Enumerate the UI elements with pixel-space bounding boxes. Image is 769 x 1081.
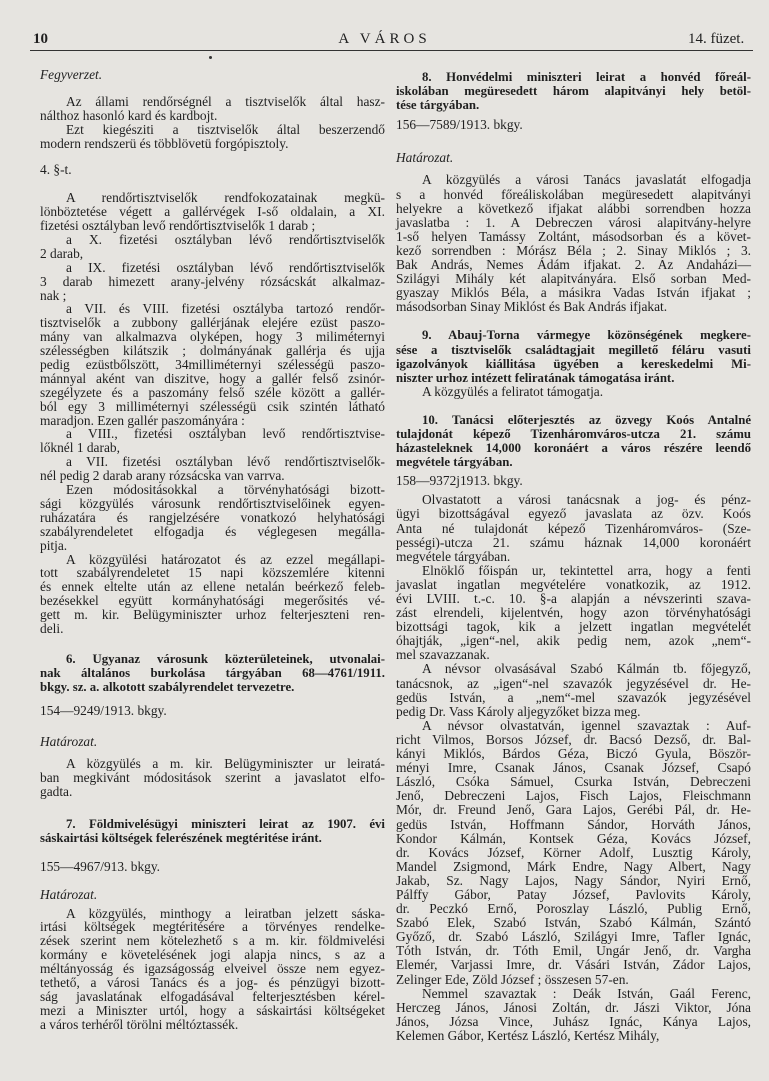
text-line: a VIII., fizetési osztályban levő rendőrtisztvise-: [66, 426, 385, 442]
paragraph: [40, 123, 385, 151]
paragraph: [40, 261, 385, 303]
text-line: fizetési osztályban levő rendőrtisztviselők 1 darab ;: [40, 218, 316, 234]
text-line: tethető, a városi Tanács és a jog- és pénzügyi bizott-: [40, 974, 385, 990]
reference-number: [396, 474, 751, 488]
page-number: 10: [33, 31, 48, 47]
text-line: nálthoz hasonló kard és kardbojt.: [40, 107, 218, 123]
text-line: A rendőrtisztviselők rendfokozatainak megkü-: [66, 190, 385, 206]
text-line: mel szavazzanak.: [396, 647, 490, 663]
text-line: Kondor Kálmán, Kontsek Géza, Kovács József,: [396, 830, 751, 846]
text-line: Mandel Zsigmond, Márk Endre, Nagy Albert, Nagy: [396, 858, 751, 874]
text-line: Tóth István, dr. Tóth Emil, Ungár Jenő, dr. Vargha: [396, 943, 751, 959]
running-title: A VÁROS: [338, 31, 431, 47]
text-line: sése a tisztviselők családtagjait megillető féláru vasuti: [396, 342, 751, 357]
text-line: Győző, dr. Szabó László, Szilágyi Imre, Tafler Ignác,: [396, 929, 751, 945]
text-line: helyekre a következő ifjakat alábbi sorrendben hozza: [396, 200, 751, 216]
text-line: 2 darab,: [40, 245, 84, 261]
text-line: Határozat.: [40, 734, 98, 750]
text-line: a IX. fizetési osztályban lévő rendőrtisztviselők: [66, 259, 385, 275]
text-line: dr. Kovács József, Körner Adolf, Lusztig Károly,: [396, 844, 751, 860]
text-line: igazolványok kiállitása ügyében a kereskedelmi Mi-: [396, 356, 751, 371]
text-line: richt Vilmos, Borsos József, dr. Bacsó Dezső, dr. Bal-: [396, 731, 751, 747]
text-line: Zelinger Ede, Zöld József ; összesen 57-en.: [396, 971, 629, 987]
paragraph: [40, 553, 385, 636]
text-line: tése tárgyában.: [396, 98, 480, 113]
text-line: Herczeg János, Jánosi Zoltán, dr. Jászi Viktor, Jóna: [396, 999, 751, 1015]
reference-number: [40, 860, 385, 874]
text-line: deli.: [40, 620, 64, 636]
paragraph: [396, 493, 751, 563]
text-line: A közgyülés, minthogy a leiratban jelzett sáska-: [66, 905, 385, 921]
text-line: pességi)-utcza 21. számu háznak 14,000 koronáért: [396, 534, 751, 550]
text-line: Olvastatott a városi tanácsnak a jog- és pénz-: [422, 492, 751, 508]
text-line: Ezen módositásokkal a törvényhatósági bizott-: [66, 482, 385, 498]
paragraph: [40, 95, 385, 123]
paragraph: [396, 385, 751, 399]
text-line: ügyi bizottságával egyező javaslata az özv. Koós: [396, 506, 751, 522]
text-line: ruházatára és rangjelzésére vonatkozó helyhatósági: [40, 509, 385, 525]
text-line: László, Csóka Sámuel, Csurka István, Debreczeni: [396, 774, 751, 790]
text-line: nél pedig 2 darab arany rózsácska van varrva.: [40, 468, 285, 484]
text-line: 158—9372j1913. bkgy.: [396, 473, 523, 489]
paragraph: [40, 907, 385, 1032]
left-column: [40, 68, 385, 1032]
text-line: 3 darab himezett arany-jelvény rózsácskát alkalmaz-: [40, 273, 385, 289]
text-line: javaslatba : 1. A Debreczen városi alapitvány-helyre: [396, 214, 751, 230]
text-line: tanácsnok, az „igen“-nel szavazók jegyzésével dr. He-: [396, 675, 751, 691]
text-line: Szilágyi Mihály két alapitványára. Első sorban Med-: [396, 271, 751, 287]
text-line: 6. Ugyanaz városunk közterületeinek, utvonalai-: [66, 651, 385, 666]
text-line: A közgyülés a m. kir. Belügyminiszter ur leiratá-: [66, 756, 385, 772]
text-line: Elemér, Varjassi Imre, dr. Vásári István, Zádor Lajos,: [396, 957, 751, 973]
text-line: A közgyülés a városi Tanács javaslatát elfogadja: [422, 172, 751, 188]
text-line: bizottsági tagok, kik a jelzett ingatlan megvételét: [396, 619, 751, 635]
text-line: modern rendszerü és többlövetü forgópisztoly.: [40, 135, 289, 151]
text-line: 1-ső helyen Tamássy Zoltánt, másodsorban és a követ-: [396, 228, 751, 244]
text-line: Anta né tulajdonát képező Tizenháromváros- (Sze-: [396, 520, 751, 536]
text-line: Szabó Elek, Szabó István, Szabó Kálmán, Szántó: [396, 915, 751, 931]
text-line: nak általános burkolása tárgyában 68—4761/1911.: [40, 665, 385, 680]
paragraph: [40, 455, 385, 483]
agenda-item-title: [396, 328, 751, 384]
paragraph: [40, 427, 385, 455]
text-line: 9. Abauj-Torna vármegye közönségének megkere-: [422, 328, 751, 343]
paragraph: [396, 173, 751, 314]
paragraph: [40, 302, 385, 427]
text-line: irtási költségek megtéritésére a törvényes rendelke-: [40, 919, 385, 935]
text-line: pedig ezüstbőlszött, 34milliméternyi szélességü paszo-: [40, 357, 385, 373]
paragraph: [396, 564, 751, 663]
text-line: ság javaslatának elfogadásával felterjesztésben kérel-: [40, 988, 385, 1004]
print-speck: [209, 56, 212, 59]
text-line: és ennek eltelte után az ellene netalán beérkező feleb-: [40, 579, 385, 595]
text-line: a X. fizetési osztályban lévő rendőrtisztviselők: [66, 232, 385, 248]
text-line: bezésekkel együtt kormányhatósági megerősités vé-: [40, 593, 385, 609]
text-line: dr. Peczkó Ernő, Poroszlay László, Publig Ernő,: [396, 901, 751, 917]
text-line: méltányosság és igazságosság elveivel össze nem egyez-: [40, 961, 385, 977]
section-heading: [40, 68, 385, 82]
text-line: gyaszay Miklós Béla, a másikra Vadas István ifjakat ;: [396, 285, 751, 301]
paragraph: [40, 191, 385, 233]
issue-number: 14. füzet.: [688, 31, 745, 47]
text-line: évi LVIII. t.-c. 10. §-a alapján a névszerinti szava-: [396, 591, 751, 606]
paragraph: [396, 987, 751, 1043]
text-line: 7. Földmivelésügyi miniszteri leirat az 1907. évi: [66, 816, 385, 831]
text-line: s a honvéd főreáliskolában megüresedett alapitványi: [396, 186, 751, 202]
text-line: Határozat.: [396, 150, 454, 166]
paragraph: [40, 483, 385, 552]
text-line: Nemmel szavaztak : Deák István, Gaál Ferenc,: [422, 985, 751, 1001]
text-line: A közgyülési határozatot és az ezzel megállapi-: [66, 551, 385, 567]
text-line: pitja.: [40, 537, 68, 553]
text-line: tisztviselők a zubbony gallérjának elejére ezüst paszo-: [40, 315, 385, 331]
text-line: Bak András, Nemes Ádám ifjakat. 2. Az Andaházi—: [396, 257, 751, 273]
text-line: A névsor olvasásával Szabó Kálmán tb. főjegyző,: [422, 661, 751, 677]
text-line: a város terhéről törölni méltóztassék.: [40, 1016, 239, 1032]
reference-number: [40, 704, 385, 718]
text-line: gadta.: [40, 784, 73, 800]
text-line: mezi a Miniszter urtól, hogy a sáskairtási költségeket: [40, 1002, 385, 1018]
text-line: a VII. fizetési osztályban lévő rendőrtisztviselők-: [66, 454, 385, 470]
text-line: másodsorban Sinay Miklóst és Bak András ifjakat.: [396, 299, 668, 315]
text-line: Kelemen Gábor, Kertész László, Kertész Mihály,: [396, 1027, 660, 1043]
text-line: 155—4967/913. bkgy.: [40, 858, 161, 874]
text-line: sáskairtási költségek felerészének megtéritése iránt.: [40, 830, 322, 845]
text-line: zések szerint nem kötelezhető s a m. kir. földmivelési: [40, 933, 385, 949]
text-line: házasteleknek 14,000 koronáért a város részére leendő: [396, 441, 751, 456]
section-heading: [396, 151, 751, 165]
text-line: lőknél 1 darab,: [40, 440, 120, 456]
text-line: Ezt kiegésziti a tisztviselők által beszerzendő: [66, 121, 385, 137]
text-line: nak ;: [40, 287, 67, 303]
text-line: megvétele tárgyában.: [396, 455, 513, 470]
header-rule: [30, 50, 753, 51]
text-line: mánnyal aként van diszitve, hogy a gallér felső zsinór-: [40, 370, 385, 386]
text-line: szegélyzete és a paszomány felső széle között a gallér-: [40, 384, 385, 400]
section-number: [40, 163, 385, 177]
text-line: zást elrendeli, kijelentvén, hogy azon törvényhatósági: [396, 605, 751, 621]
text-line: Jakab, Sz. Nagy Lajos, Nagy Sándor, Nyiri Ernő,: [396, 872, 751, 888]
agenda-item-title: [396, 413, 751, 469]
text-line: A közgyülés a feliratot támogatja.: [422, 383, 604, 399]
text-line: Pálffy Gábor, Patay József, Pavlovits Károly,: [396, 886, 751, 902]
text-line: javaslat ingatlan megvételére vonatkozik, az 1912.: [396, 576, 751, 592]
text-line: Mór, dr. Freund Jenő, Gara Lajos, Gerébi Pál, dr. He-: [396, 802, 751, 818]
text-line: tulajdonát képező Tizenháromváros-utcza 21. számu: [396, 426, 751, 441]
agenda-item-title: [396, 70, 751, 112]
text-line: szabályrendeletet elfogadja és véglegesen megálla-: [40, 523, 385, 539]
paragraph: [396, 662, 751, 718]
text-line: Jenő, Debreczeni Lajos, Fisch Lajos, Fleischmann: [396, 788, 751, 804]
text-line: 8. Honvédelmi miniszteri leirat a honvéd főreál-: [422, 70, 751, 84]
text-line: gedüs István, Hoffmann Sándor, Horváth János,: [396, 816, 751, 832]
text-line: megvétele tárgyában.: [396, 548, 511, 564]
text-line: pedig Dr. Vass Károly aljegyzőket bizza meg.: [396, 703, 641, 719]
agenda-item-title: [40, 818, 385, 846]
text-line: ból egy 3 milliméternyi szélességü csik szintén látható: [40, 398, 385, 414]
text-line: János, Józsa Vince, Juhász Ignác, Kánya Lajos,: [396, 1013, 751, 1029]
paragraph: [396, 719, 751, 987]
text-line: ményi Imre, Csanak János, Csanak József, Csapó: [396, 760, 751, 776]
text-line: kormány e követelésének jogi alapja nincs, s az a: [40, 947, 385, 963]
text-line: Fegyverzet.: [40, 67, 103, 82]
text-line: A névsor olvastatván, igennel szavaztak : Auf-: [422, 717, 751, 733]
text-line: bkgy. sz. a. alkotott szabályrendelet tervezetre.: [40, 679, 295, 694]
text-line: Határozat.: [40, 886, 98, 902]
text-line: gett m. kir. Belügyminiszter urhoz felterjeszteni ren-: [40, 607, 385, 623]
text-line: gedüs István, a „nem“-mel szavazók jegyzésével: [396, 689, 751, 705]
section-heading: [40, 888, 385, 902]
agenda-item-title: [40, 653, 385, 695]
text-line: 4. §-t.: [40, 162, 72, 178]
text-line: 154—9249/1913. bkgy.: [40, 702, 167, 718]
text-line: szélességben kilátszik ; dolmányának gallérja és ujja: [40, 343, 385, 359]
text-line: lönböztetése végett a gallérvégek I-ső oldalain, a XI.: [40, 204, 385, 220]
right-column: [396, 70, 751, 1043]
text-line: maradjon. Ezen gallér paszományára :: [40, 412, 245, 428]
text-line: a VII. és VIII. fizetési osztályba tartozó rendőr-: [66, 301, 385, 317]
reference-number: [396, 118, 751, 132]
paragraph: [40, 233, 385, 261]
text-line: kányi Miklós, Bárdos Géza, Biczó Gyula, Böször-: [396, 746, 751, 762]
text-line: Elnöklő főispán ur, tekintettel arra, hogy a fenti: [422, 562, 751, 578]
text-line: óhajtják, „igen“-nel, akik pedig nem, azok „nem“-: [396, 633, 751, 649]
text-line: tott szabályrendeletet 15 napi közszemlére kitenni: [40, 565, 385, 581]
section-heading: [40, 735, 385, 749]
text-line: 10. Tanácsi előterjesztés az özvegy Koós Antalné: [422, 412, 751, 427]
text-line: ban megkivánt módositások szerint a javaslatot elfo-: [40, 770, 385, 786]
text-line: Az állami rendőrségnél a tisztviselők által hasz-: [66, 93, 385, 109]
text-line: niszter urhoz intézett feliratának támogatása iránt.: [396, 370, 675, 385]
text-line: mány van alkalmazva olyképen, hogy 3 miliméternyi: [40, 329, 385, 345]
text-line: iskolában megüresedett három alapitványi hely betöl-: [396, 84, 751, 99]
text-line: sági közgyülés városunk rendőrtisztviselőinek egyen-: [40, 495, 385, 511]
text-line: 156—7589/1913. bkgy.: [396, 117, 523, 133]
text-line: kező sorrendben : Mórász Béla ; 2. Sinay Miklós ; 3.: [396, 242, 751, 258]
paragraph: [40, 757, 385, 799]
